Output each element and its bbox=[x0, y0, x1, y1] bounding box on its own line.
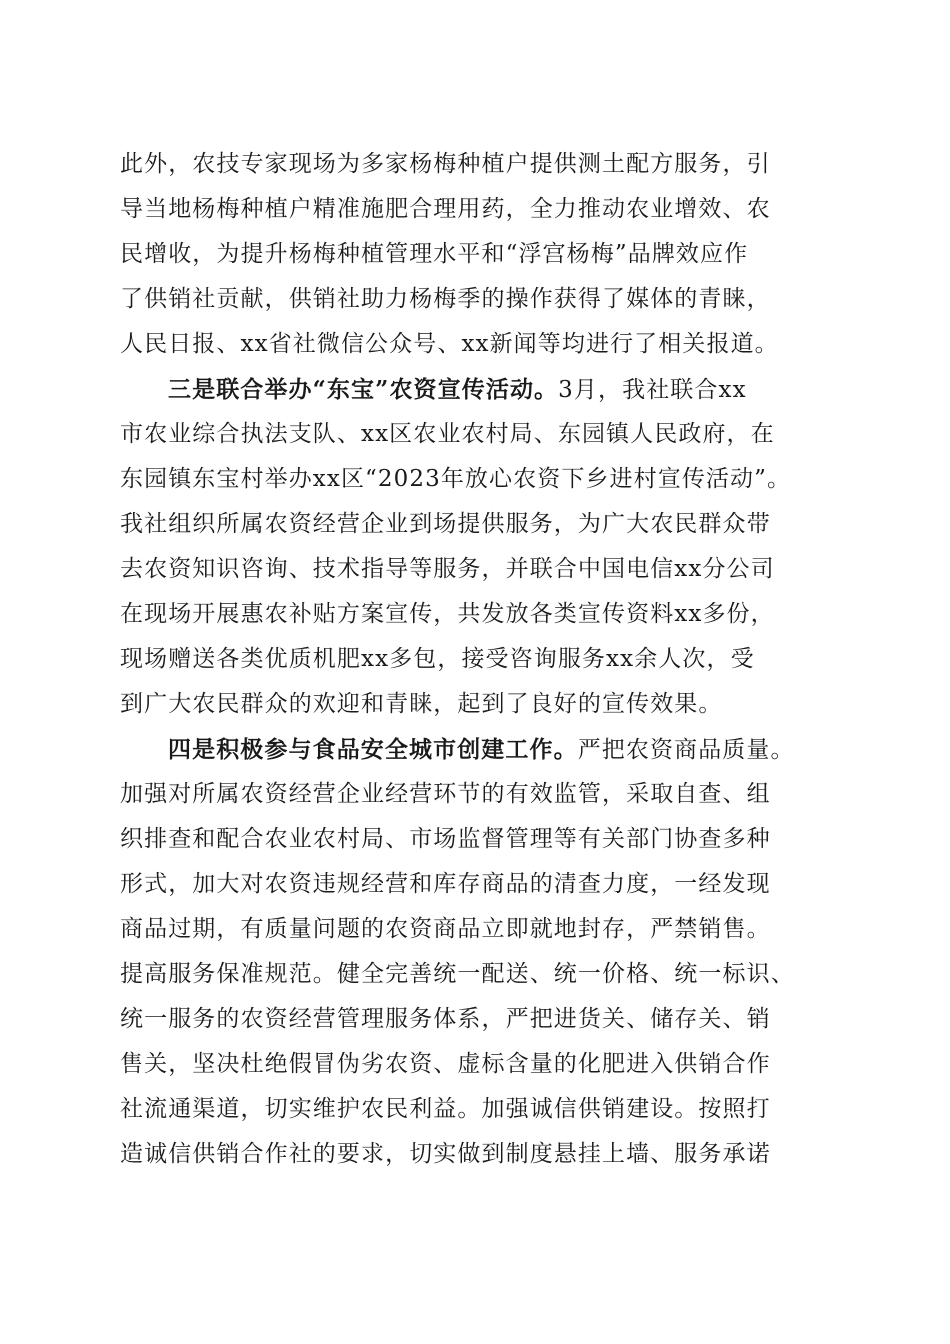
paragraph-line: 统一服务的农资经营管理服务体系，严把进货关、储存关、销 bbox=[120, 1006, 771, 1032]
paragraph-line: 造诚信供销合作社的要求，切实做到制度悬挂上墙、服务承诺 bbox=[120, 1141, 771, 1167]
paragraph-line: 东园镇东宝村举办xx区“2023年放心农资下乡进村宣传活动”。 bbox=[120, 466, 792, 492]
paragraph-line: 了供销社贡献，供销社助力杨梅季的操作获得了媒体的青睐， bbox=[120, 286, 771, 312]
paragraph-line: 社流通渠道，切实维护农民利益。加强诚信供销建设。按照打 bbox=[120, 1096, 771, 1122]
document-page bbox=[120, 142, 830, 1177]
paragraph-line: 商品过期，有质量问题的农资商品立即就地封存，严禁销售。 bbox=[120, 916, 771, 942]
paragraph-heading: 三是联合举办“东宝”农资宣传活动。 bbox=[168, 376, 559, 403]
paragraph-line: 去农资知识咨询、技术指导等服务，并联合中国电信xx分公司 bbox=[120, 556, 775, 582]
paragraph-first-line bbox=[120, 727, 830, 772]
paragraph-line: 市农业综合执法支队、xx区农业农村局、东园镇人民政府，在 bbox=[120, 421, 775, 447]
paragraph-first-line bbox=[120, 367, 830, 412]
paragraph-line: 在现场开展惠农补贴方案宣传，共发放各类宣传资料xx多份， bbox=[120, 601, 775, 627]
paragraph-line: 导当地杨梅种植户精准施肥合理用药，全力推动农业增效、农 bbox=[120, 196, 771, 222]
paragraph-1 bbox=[120, 142, 830, 367]
paragraph-first-line-text: 严把农资商品质量。 bbox=[577, 737, 795, 763]
paragraph-line: 我社组织所属农资经营企业到场提供服务，为广大农民群众带 bbox=[120, 511, 771, 537]
paragraph-line: 提高服务保准规范。健全完善统一配送、统一价格、统一标识、 bbox=[120, 961, 795, 987]
paragraph-line: 此外，农技专家现场为多家杨梅种植户提供测土配方服务，引 bbox=[120, 151, 771, 177]
paragraph-3 bbox=[120, 727, 830, 1177]
paragraph-line: 现场赠送各类优质机肥xx多包，接受咨询服务xx余人次，受 bbox=[120, 646, 755, 672]
paragraph-line: 民增收，为提升杨梅种植管理水平和“浮宫杨梅”品牌效应作 bbox=[120, 241, 749, 267]
paragraph-line: 织排查和配合农业农村局、市场监督管理等有关部门协查多种 bbox=[120, 826, 771, 852]
paragraph-2 bbox=[120, 367, 830, 727]
paragraph-line: 加强对所属农资经营企业经营环节的有效监管，采取自查、组 bbox=[120, 781, 771, 807]
paragraph-line: 人民日报、xx省社微信公众号、xx新闻等均进行了相关报道。 bbox=[120, 331, 779, 357]
paragraph-line: 售关，坚决杜绝假冒伪劣农资、虚标含量的化肥进入供销合作 bbox=[120, 1051, 771, 1077]
paragraph-line: 形式，加大对农资违规经营和库存商品的清查力度，一经发现 bbox=[120, 871, 771, 897]
paragraph-heading: 四是积极参与食品安全城市创建工作。 bbox=[168, 736, 578, 763]
paragraph-first-line-text: 3月，我社联合xx bbox=[558, 377, 747, 403]
paragraph-line: 到广大农民群众的欢迎和青睐，起到了良好的宣传效果。 bbox=[120, 691, 723, 717]
